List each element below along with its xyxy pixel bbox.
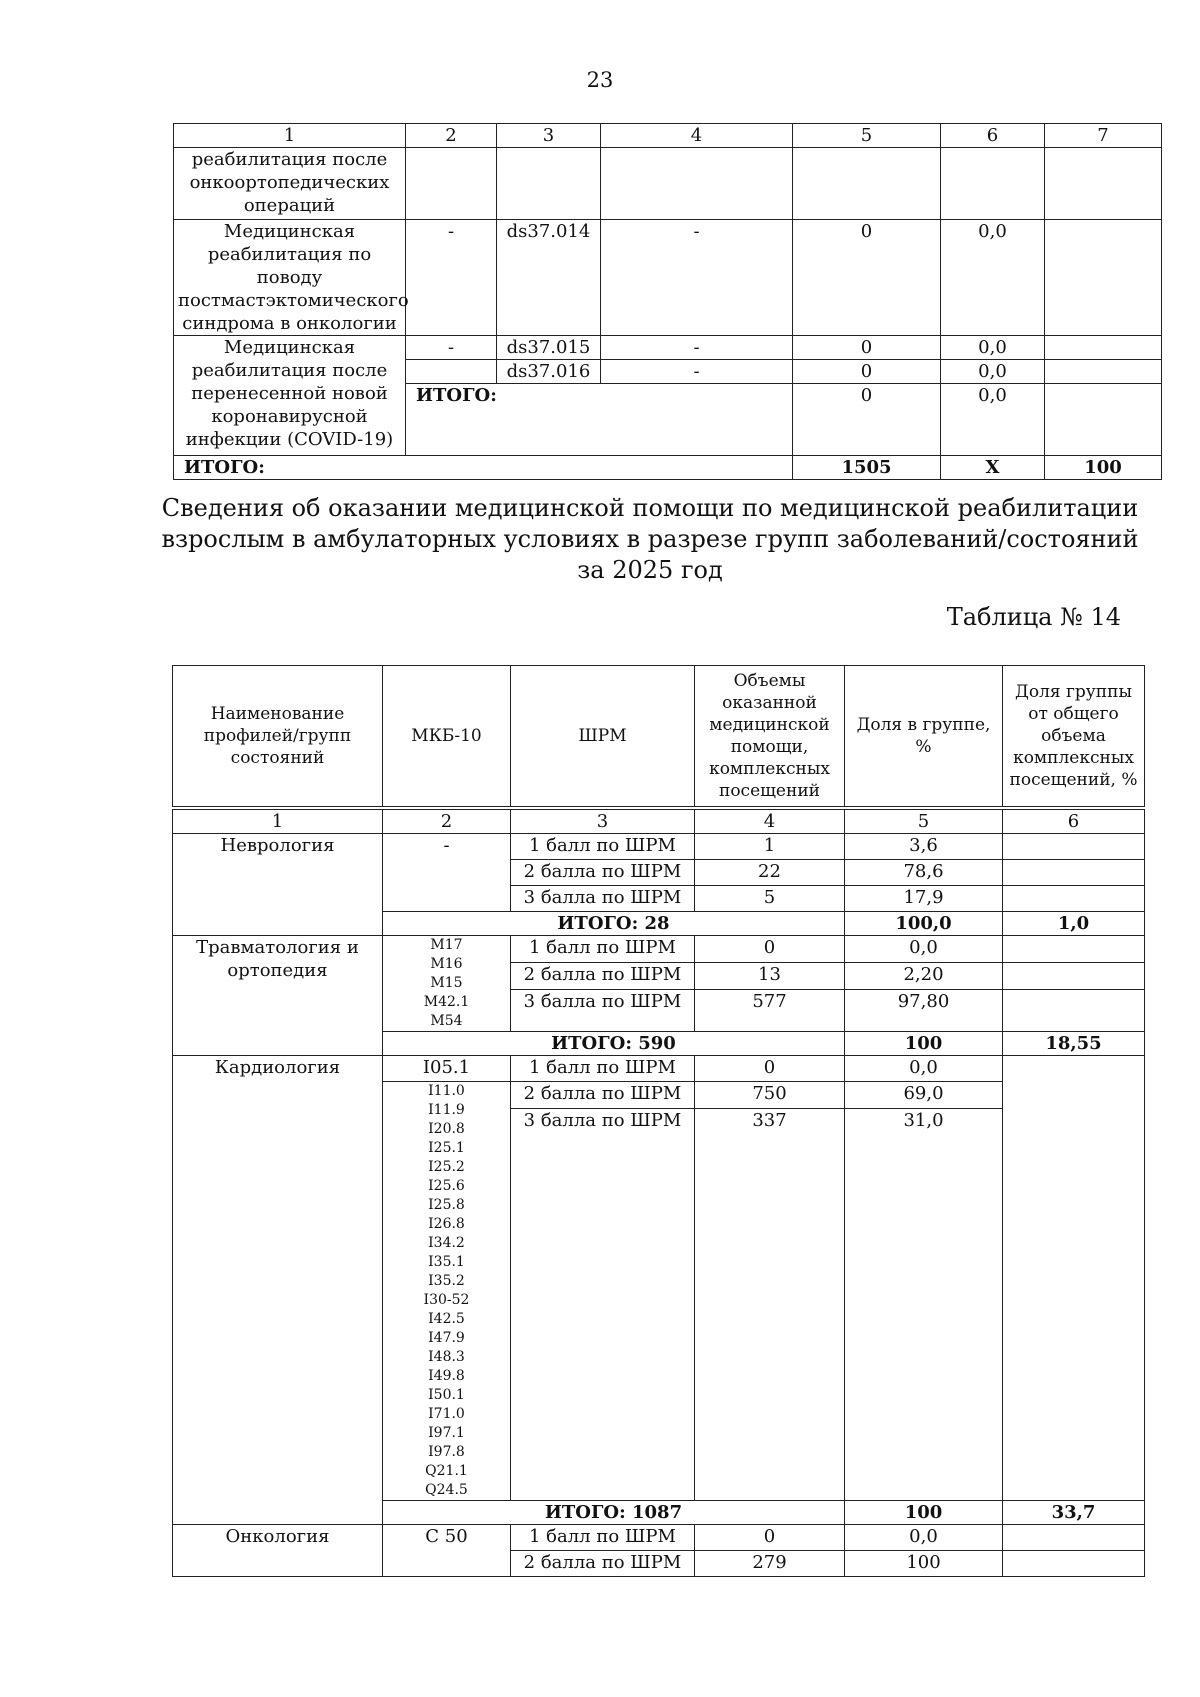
col-number: 5 (793, 124, 941, 148)
icd-codes: I11.0 I11.9 I20.8 I25.1 I25.2 I25.6 I25.8 I26.8 I34.2 I35.1 I35.2 I30-52 I42.5 I47.9 I48.3 I49.8 I50.1 I71.0 I97.1 I97.8 Q21.1 Q24.5 (383, 1082, 511, 1501)
subtotal-label: ИТОГО: 1087 (383, 1501, 845, 1525)
column-number-row (174, 124, 1162, 148)
header-share-group: Доля в группе, % (845, 666, 1003, 807)
col-number: 6 (941, 124, 1045, 148)
row-name: реабилитация после онкоортопедических операций (174, 148, 406, 220)
col-number: 4 (695, 810, 845, 834)
group-name: Кардиология (173, 1056, 383, 1525)
col-number: 1 (174, 124, 406, 148)
table-row: 3 балла по ШРМ 337 31,0 (173, 1109, 1145, 1141)
header-name: Наименование профилей/групп состояний (173, 666, 383, 807)
group-name: Неврология (173, 834, 383, 936)
heading-line: за 2025 год (577, 556, 723, 584)
column-number-row (173, 810, 1145, 834)
table-row: Медицинская реабилитация по поводу постмастэктомического синдрома в онкологии - ds37.014 - 0 0,0 (174, 220, 1162, 336)
icd-codes: С 50 (383, 1525, 511, 1577)
col-number: 4 (601, 124, 793, 148)
header-icd: МКБ-10 (383, 666, 511, 807)
grand-total-row: ИТОГО: 1505 Х 100 (174, 456, 1162, 480)
table-row (174, 148, 1162, 220)
group-name: Травматология и ортопедия (173, 936, 383, 1056)
service-code: ds37.016 (497, 360, 601, 384)
table-row: 3 балла по ШРМ 5 17,9 (173, 886, 1145, 912)
table-row: I11.0 I11.9 I20.8 I25.1 I25.2 I25.6 I25.8 I26.8 I34.2 I35.1 I35.2 I30-52 I42.5 I47.9 I48.3 I49.8 I50.1 I71.0 I97.1 I97.8 Q21.1 Q24.5 2 балла по ШРМ 750 69,0 (173, 1082, 1145, 1109)
page-number: 23 (586, 68, 614, 92)
header-volume: Объемы оказанной медицинской помощи, комплексных посещений (695, 666, 845, 807)
table-row: 2 балла по ШРМ 13 2,20 (173, 962, 1145, 989)
header-shrm: ШРМ (511, 666, 695, 807)
heading-line: Сведения об оказании медицинской помощи по медицинской реабилитации (161, 494, 1139, 522)
service-code: ds37.015 (497, 336, 601, 360)
table-row: Травматология и ортопедия M17 M16 M15 M42.1 M54 1 балл по ШРМ 0 0,0 (173, 936, 1145, 963)
table-caption: Таблица № 14 (946, 603, 1121, 631)
table-row: 3 балла по ШРМ 577 97,80 (173, 989, 1145, 1031)
table-row: 2 балла по ШРМ 279 100 (173, 1551, 1145, 1577)
table14 (172, 809, 1145, 1577)
icd-codes: M17 M16 M15 M42.1 M54 (383, 936, 511, 1032)
col-number: 3 (511, 810, 695, 834)
table-row: 2 балла по ШРМ 22 78,6 (173, 860, 1145, 886)
subtotal-label: ИТОГО: 28 (383, 912, 845, 936)
subtotal-label: ИТОГО: 590 (383, 1032, 845, 1056)
col-number: 7 (1045, 124, 1162, 148)
row-name: Медицинская реабилитация по поводу постмастэктомического синдрома в онкологии (174, 220, 406, 336)
col-number: 2 (406, 124, 497, 148)
icd-codes: - (383, 834, 511, 912)
subtotal-label: ИТОГО: (406, 384, 793, 456)
col-number: 1 (173, 810, 383, 834)
icd-code: I05.1 (383, 1056, 511, 1082)
col-number: 6 (1003, 810, 1145, 834)
table-row: ds37.016 - 0 0,0 (174, 360, 1162, 384)
section-heading (160, 493, 1140, 586)
table-row: Неврология - 1 балл по ШРМ 1 3,6 (173, 834, 1145, 860)
grand-total-label: ИТОГО: (174, 456, 793, 480)
col-number: 5 (845, 810, 1003, 834)
subtotal-row: ИТОГО: 28 100,0 1,0 (173, 912, 1145, 936)
header-share-total: Доля группы от общего объема комплексных посещений, % (1003, 666, 1145, 807)
table-row: Медицинская реабилитация после перенесенной новой коронавирусной инфекции (COVID-19) - ds37.015 - 0 0,0 (174, 336, 1162, 360)
subtotal-row: ИТОГО: 590 100 18,55 (173, 1032, 1145, 1056)
heading-line: взрослым в амбулаторных условиях в разрезе групп заболеваний/состояний (161, 525, 1139, 553)
table-row: Кардиология I05.1 1 балл по ШРМ 0 0,0 (173, 1056, 1145, 1082)
row-name: Медицинская реабилитация после перенесенной новой коронавирусной инфекции (COVID-19) (174, 336, 406, 456)
group-name: Онкология (173, 1525, 383, 1577)
continued-table (173, 123, 1162, 480)
subtotal-row: ИТОГО: 1087 100 33,7 (173, 1501, 1145, 1525)
col-number: 3 (497, 124, 601, 148)
subtotal-row: ИТОГО: 0 0,0 (174, 384, 1162, 456)
table-row: Онкология С 50 1 балл по ШРМ 0 0,0 (173, 1525, 1145, 1551)
table14-header (172, 665, 1145, 807)
col-number: 2 (383, 810, 511, 834)
service-code: ds37.014 (497, 220, 601, 336)
